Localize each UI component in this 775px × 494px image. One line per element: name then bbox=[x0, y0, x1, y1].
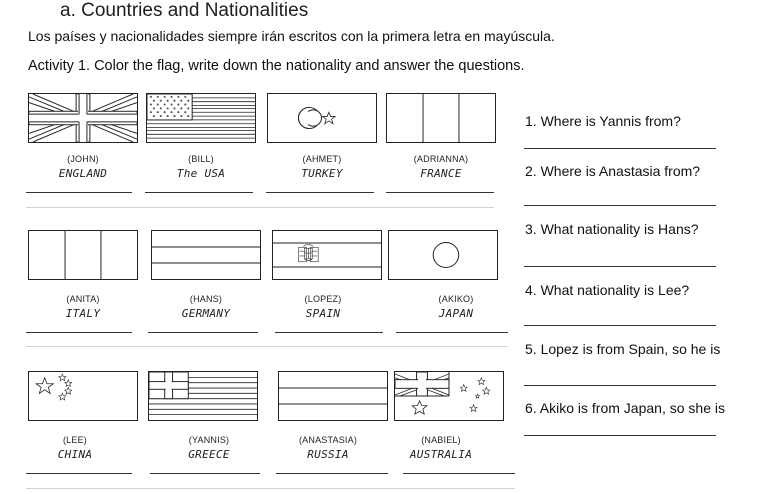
country-name: JAPAN bbox=[438, 307, 474, 320]
answer-line[interactable] bbox=[275, 332, 383, 333]
answer-line[interactable] bbox=[266, 192, 374, 193]
flag-caption bbox=[20, 435, 130, 461]
flag-caption bbox=[386, 435, 496, 461]
flag-caption bbox=[151, 294, 261, 320]
answer-line[interactable] bbox=[276, 473, 388, 474]
spain-flag bbox=[272, 230, 382, 280]
answer-line-question-5[interactable] bbox=[524, 385, 716, 386]
activity-label: Activity 1. bbox=[28, 58, 91, 74]
greece-flag bbox=[148, 371, 258, 421]
question-1: 1. Where is Yannis from? bbox=[525, 113, 681, 129]
flag-caption bbox=[386, 154, 496, 180]
answer-line-question-1[interactable] bbox=[524, 148, 716, 149]
answer-line-question-3[interactable] bbox=[524, 266, 716, 267]
person-name: (LOPEZ) bbox=[304, 294, 342, 304]
turkey-flag bbox=[267, 93, 377, 143]
question-6: 6. Akiko is from Japan, so she is bbox=[525, 400, 725, 416]
france-flag bbox=[386, 93, 496, 143]
person-name: (ANASTASIA) bbox=[298, 435, 358, 445]
activity-text: Color the flag, write down the nationality and answer the questions. bbox=[94, 58, 525, 74]
union-jack-flag bbox=[28, 93, 138, 143]
answer-line[interactable] bbox=[396, 332, 508, 333]
subtitle: Los países y nacionalidades siempre irán escritos con la primera letra en mayúscula. bbox=[28, 28, 555, 44]
question-5: 5. Lopez is from Spain, so he is bbox=[525, 341, 721, 357]
person-name: (HANS) bbox=[189, 294, 223, 304]
country-name: CHINA bbox=[57, 448, 93, 461]
person-name: (ADRIANNA) bbox=[413, 154, 469, 164]
country-name: The USA bbox=[176, 167, 226, 180]
divider bbox=[26, 488, 515, 489]
country-name: AUSTRALIA bbox=[409, 448, 473, 461]
person-name: (LEE) bbox=[62, 435, 87, 445]
country-name: TURKEY bbox=[301, 167, 343, 180]
country-name: SPAIN bbox=[305, 307, 341, 320]
person-name: (BILL) bbox=[188, 154, 214, 164]
usa-flag bbox=[146, 93, 256, 143]
person-name: (JOHN) bbox=[67, 154, 99, 164]
answer-line[interactable] bbox=[26, 473, 132, 474]
section-heading: a. Countries and Nationalities bbox=[60, 0, 309, 21]
flag-caption bbox=[401, 294, 511, 320]
country-name: GERMANY bbox=[181, 307, 231, 320]
italy-flag bbox=[28, 230, 138, 280]
person-name: (ANITA) bbox=[66, 294, 100, 304]
answer-line[interactable] bbox=[145, 192, 253, 193]
germany-flag bbox=[151, 230, 261, 280]
divider bbox=[26, 207, 494, 208]
flag-caption bbox=[268, 294, 378, 320]
country-name: RUSSIA bbox=[307, 448, 349, 461]
question-3: 3. What nationality is Hans? bbox=[525, 221, 699, 237]
person-name: (YANNIS) bbox=[188, 435, 230, 445]
flag-caption bbox=[267, 154, 377, 180]
flag-caption bbox=[273, 435, 383, 461]
flag-caption bbox=[28, 154, 138, 180]
answer-line[interactable] bbox=[26, 332, 132, 333]
answer-line[interactable] bbox=[386, 192, 494, 193]
country-name: FRANCE bbox=[420, 167, 462, 180]
country-name: ENGLAND bbox=[58, 167, 108, 180]
answer-line-question-4[interactable] bbox=[524, 325, 716, 326]
person-name: (NABIEL) bbox=[421, 435, 461, 445]
russia-flag bbox=[278, 371, 388, 421]
flag-caption bbox=[154, 435, 264, 461]
answer-line-question-2[interactable] bbox=[524, 205, 716, 206]
divider bbox=[26, 346, 508, 347]
australia-flag bbox=[394, 371, 504, 421]
country-name: GREECE bbox=[188, 448, 230, 461]
answer-line-question-6[interactable] bbox=[524, 435, 716, 436]
answer-line[interactable] bbox=[26, 192, 132, 193]
answer-line[interactable] bbox=[148, 332, 258, 333]
answer-line[interactable] bbox=[403, 473, 515, 474]
china-flag bbox=[28, 371, 138, 421]
question-2: 2. Where is Anastasia from? bbox=[525, 163, 701, 179]
answer-line[interactable] bbox=[150, 473, 260, 474]
activity-instruction bbox=[28, 58, 525, 74]
question-4: 4. What nationality is Lee? bbox=[525, 282, 690, 298]
flag-caption bbox=[28, 294, 138, 320]
japan-flag bbox=[388, 230, 498, 280]
person-name: (AHMET) bbox=[302, 154, 342, 164]
flag-caption bbox=[146, 154, 256, 180]
person-name: (AKIKO) bbox=[438, 294, 474, 304]
country-name: ITALY bbox=[65, 307, 101, 320]
